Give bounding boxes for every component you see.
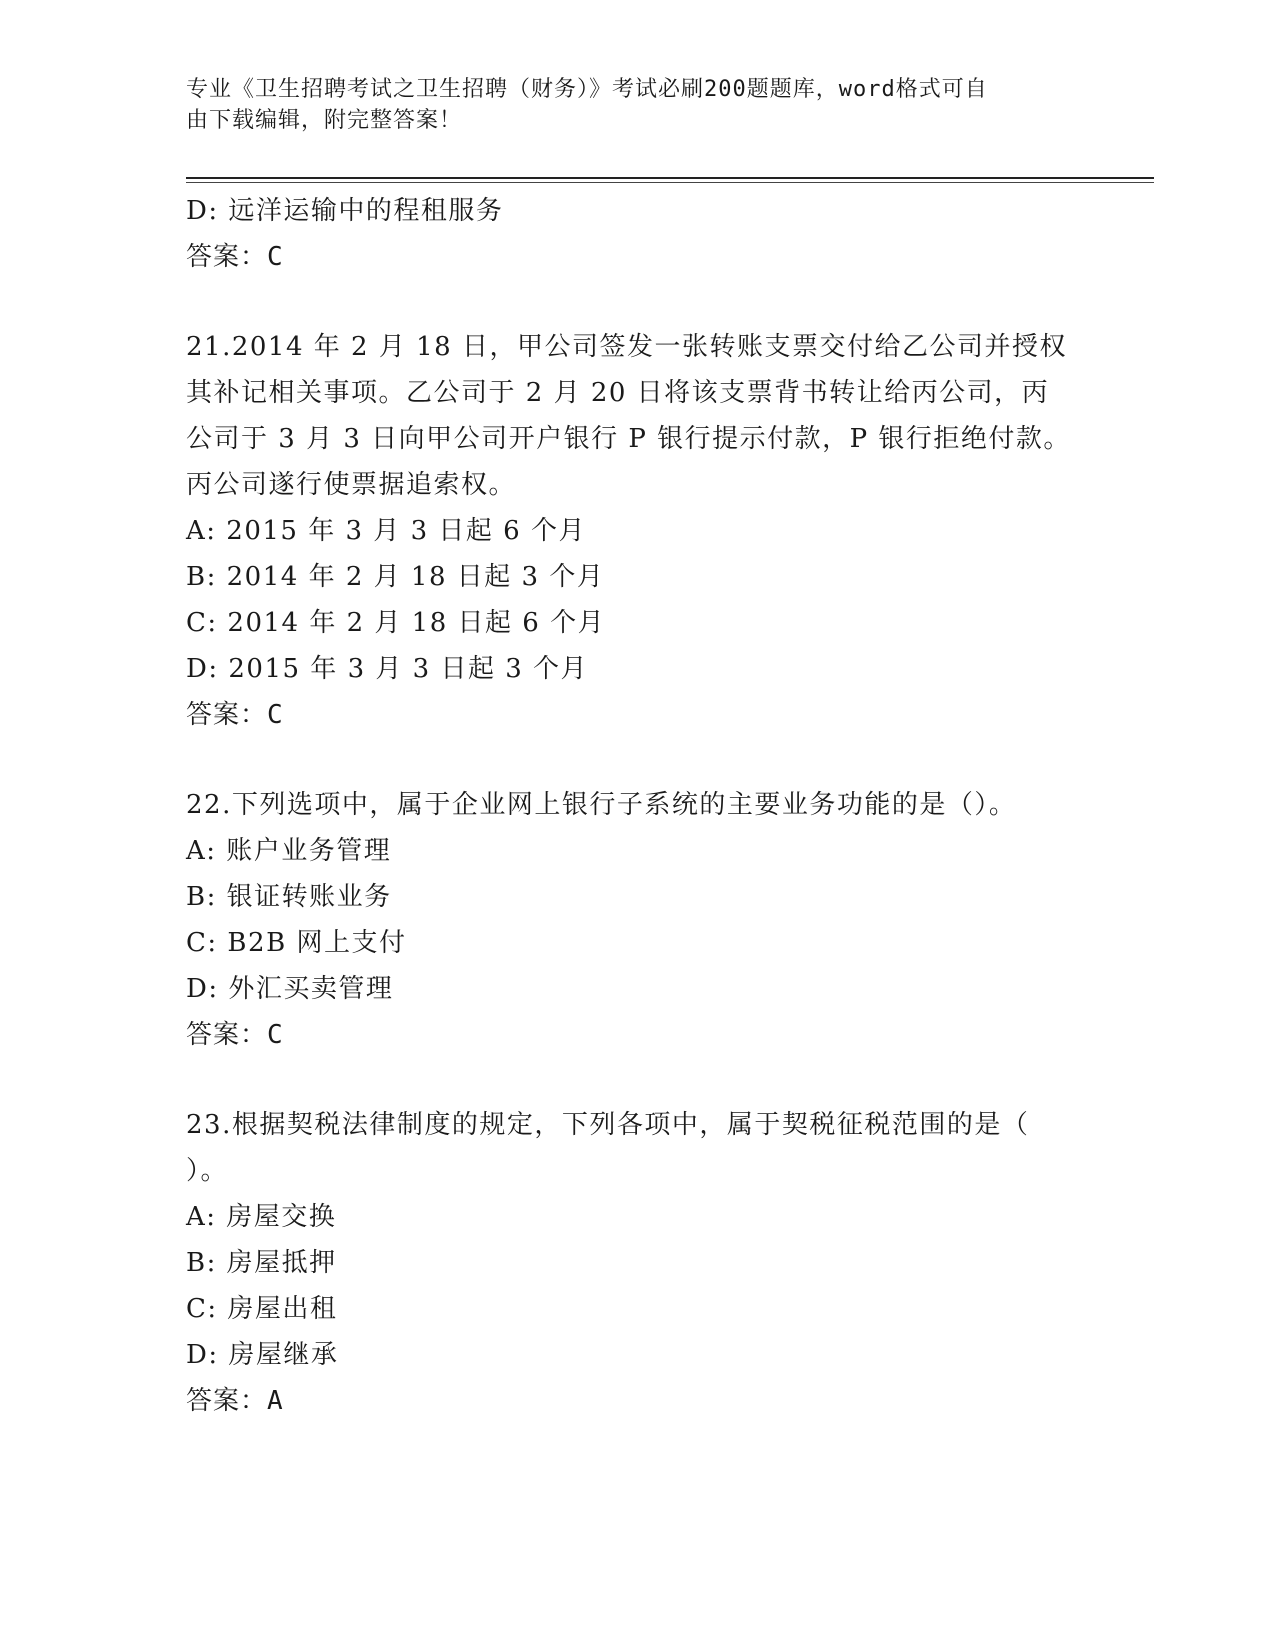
option-c: C: 房屋出租 <box>186 1294 338 1324</box>
answer: 答案：C <box>186 700 284 730</box>
answer: 答案：A <box>186 1386 284 1416</box>
question-23 <box>186 1102 1086 1424</box>
option-b: B: 2014 年 2 月 18 日起 3 个月 <box>186 562 605 592</box>
option-a: A: 房屋交换 <box>186 1202 337 1232</box>
spacer <box>186 280 1086 324</box>
header-divider-thin <box>186 182 1154 183</box>
spacer <box>186 738 1086 782</box>
question-text-line: 其补记相关事项。乙公司于 2 月 20 日将该支票背书转让给丙公司，丙 <box>186 378 1050 408</box>
header-line-2: 由下载编辑，附完整答案！ <box>186 108 463 133</box>
question-text-line: ）。 <box>186 1156 229 1186</box>
option-b: B: 房屋抵押 <box>186 1248 337 1278</box>
answer: 答案：C <box>186 1020 284 1050</box>
option-d: D: 远洋运输中的程租服务 <box>186 196 504 226</box>
option-d: D: 2015 年 3 月 3 日起 3 个月 <box>186 654 589 684</box>
previous-question-tail <box>186 188 1086 280</box>
question-text-line: 21.2014 年 2 月 18 日，甲公司签发一张转账支票交付给乙公司并授权 <box>186 332 1067 362</box>
question-22 <box>186 782 1086 1058</box>
option-d: D: 外汇买卖管理 <box>186 974 394 1004</box>
question-text-line: 23.根据契税法律制度的规定，下列各项中，属于契税征税范围的是（ <box>186 1110 1030 1140</box>
question-list <box>186 188 1086 1424</box>
option-b: B: 银证转账业务 <box>186 882 392 912</box>
spacer <box>186 1058 1086 1102</box>
option-a: A: 2015 年 3 月 3 日起 6 个月 <box>186 516 586 546</box>
option-c: C: 2014 年 2 月 18 日起 6 个月 <box>186 608 606 638</box>
question-text-line: 22.下列选项中，属于企业网上银行子系统的主要业务功能的是（）。 <box>186 790 1017 820</box>
document-header <box>186 74 1066 136</box>
answer: 答案：C <box>186 242 284 272</box>
option-d: D: 房屋继承 <box>186 1340 339 1370</box>
question-21 <box>186 324 1086 738</box>
question-text-line: 公司于 3 月 3 日向甲公司开户银行 P 银行提示付款，P 银行拒绝付款。 <box>186 424 1071 454</box>
option-a: A: 账户业务管理 <box>186 836 392 866</box>
header-line-1: 专业《卫生招聘考试之卫生招聘（财务）》考试必刷200题题库，word格式可自 <box>186 77 988 102</box>
option-c: C: B2B 网上支付 <box>186 928 407 958</box>
question-text-line: 丙公司遂行使票据追索权。 <box>186 470 517 500</box>
header-divider-thick <box>186 177 1154 179</box>
